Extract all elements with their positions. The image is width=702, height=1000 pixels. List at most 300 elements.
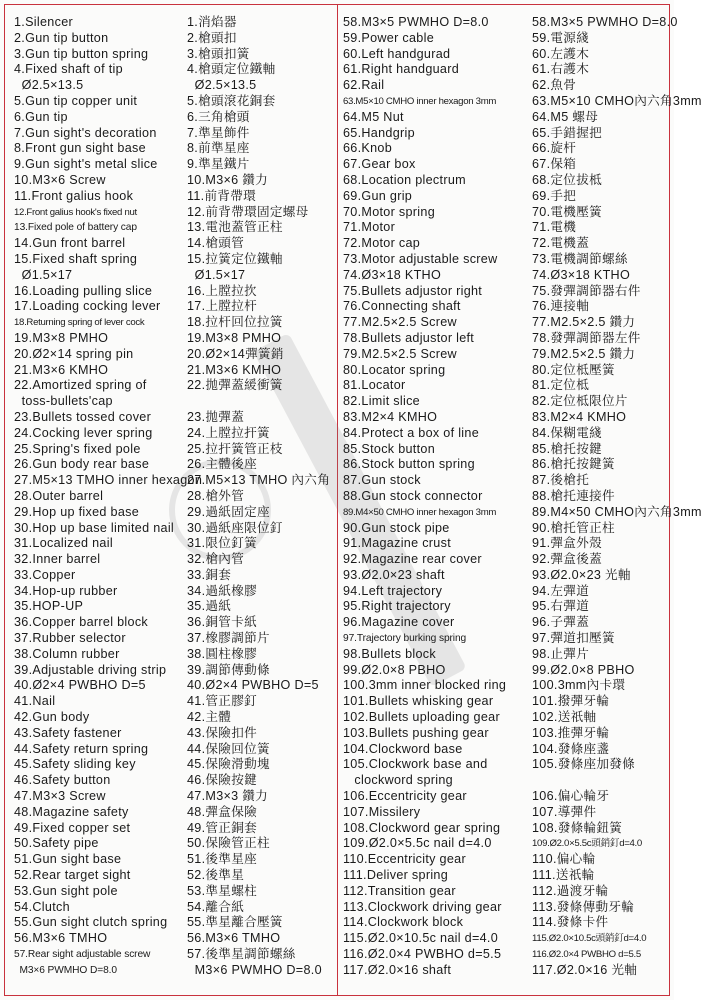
part-row [343, 631, 667, 647]
part-name-en: 101.Bullets whisking gear [343, 694, 494, 709]
part-name-zh: 88.槍托連接件 [532, 488, 615, 503]
part-name-en: 111.Deliver spring [343, 868, 449, 883]
part-row [14, 852, 334, 868]
part-row [14, 647, 334, 663]
part-name-zh: 79.M2.5×2.5 鑽力 [532, 346, 636, 361]
part-name-zh: 82.定位柢限位片 [532, 394, 628, 409]
part-name-zh: 44.保險回位簧 [187, 741, 270, 756]
part-name-en: 109.Ø2.0×5.5c nail d=4.0 [343, 836, 492, 851]
part-name-en: 77.M2.5×2.5 Screw [343, 315, 457, 330]
part-row [14, 489, 334, 505]
part-name-en: 74.Ø3×18 KTHO [343, 267, 442, 282]
part-name-zh: 13.電池蓋管正柱 [187, 220, 283, 235]
part-row [14, 900, 334, 916]
part-name-zh: 48.彈盒保險 [187, 804, 257, 819]
part-row [14, 299, 334, 315]
part-name-en: 68.Location plectrum [343, 172, 466, 187]
part-name-en: 43.Safety fastener [14, 725, 122, 740]
part-name-zh: 11.前背帶環 [187, 188, 257, 203]
part-name-en: 72.Motor cap [343, 236, 421, 251]
part-name-zh: 97.彈道扣壓簧 [532, 631, 615, 646]
part-row [343, 584, 667, 600]
part-name-en: 45.Safety sliding key [14, 757, 136, 772]
part-row [343, 931, 667, 947]
part-name-en: 19.M3×8 PMHO [14, 330, 109, 345]
part-name-en: 26.Gun body rear base [14, 457, 150, 472]
part-name-en: 33.Copper [14, 567, 76, 582]
part-name-zh: 19.M3×8 PMHO [187, 330, 282, 345]
part-name-en: 64.M5 Nut [343, 109, 404, 124]
part-name-en: 13.Fixed pole of battery cap [14, 222, 137, 234]
part-name-zh: 23.拋彈蓋 [187, 409, 245, 424]
part-row [343, 726, 667, 742]
part-row [343, 205, 667, 221]
part-name-zh: 114.發條卡件 [532, 915, 609, 930]
part-name-en: 23.Bullets tossed cover [14, 409, 152, 424]
part-row [14, 363, 334, 379]
part-row [343, 189, 667, 205]
part-name-zh: 65.手錯握把 [532, 125, 602, 140]
part-row [343, 47, 667, 63]
part-name-zh: 28.槍外管 [187, 488, 245, 503]
part-name-en: 44.Safety return spring [14, 741, 149, 756]
part-name-en: 112.Transition gear [343, 883, 456, 898]
part-row [14, 552, 334, 568]
part-name-zh: 61.右護木 [532, 62, 590, 77]
part-name-zh: 91.彈盒外殼 [532, 536, 602, 551]
part-name-en: 11.Front galius hook [14, 188, 134, 203]
part-name-en: 99.Ø2.0×8 PBHO [343, 662, 446, 677]
part-name-zh: 58.M3×5 PWMHO D=8.0 [532, 15, 678, 29]
part-name-zh: 29.過紙固定座 [187, 504, 270, 519]
part-name-en: 2.Gun tip button [14, 30, 109, 45]
part-row [14, 442, 334, 458]
part-name-zh: 9.準星鐵片 [187, 157, 250, 172]
part-name-en: 93.Ø2.0×23 shaft [343, 567, 445, 582]
part-name-en: 76.Connecting shaft [343, 299, 461, 314]
part-name-en: 17.Loading cocking lever [14, 299, 161, 314]
part-name-en: 16.Loading pulling slice [14, 283, 153, 298]
part-name-zh: 110.偏心輪 [532, 852, 596, 867]
part-row [343, 157, 667, 173]
part-name-en: 7.Gun sight's decoration [14, 125, 157, 140]
part-name-en: 87.Gun stock [343, 473, 421, 488]
part-name-en: 100.3mm inner blocked ring [343, 678, 507, 693]
part-name-en: 107.Missilery [343, 804, 421, 819]
part-name-zh: 112.過渡牙輪 [532, 883, 609, 898]
part-name-en: 28.Outer barrel [14, 488, 104, 503]
part-name-zh: 8.前準星座 [187, 141, 250, 156]
part-row [14, 94, 334, 110]
part-row [14, 710, 334, 726]
part-name-zh: 103.推彈牙輪 [532, 725, 610, 740]
part-name-en: 1.Silencer [14, 15, 74, 29]
part-name-en: 29.Hop up fixed base [14, 504, 140, 519]
part-name-zh: 18.拉杆回位拉簧 [187, 315, 283, 330]
part-name-en: 4.Fixed shaft of tip Ø2.5×13.5 [14, 62, 123, 93]
part-name-en: 47.M3×3 Screw [14, 789, 106, 804]
part-name-zh: 86.槍托按鍵簧 [532, 457, 615, 472]
part-name-en: 30.Hop up base limited nail [14, 520, 175, 535]
part-name-en: 79.M2.5×2.5 Screw [343, 346, 457, 361]
part-name-zh: 14.槍頭管 [187, 236, 245, 251]
part-name-zh: 89.M4×50 CMHO內六角3mm [532, 504, 702, 519]
part-name-zh: 41.管正膠釘 [187, 694, 257, 709]
part-name-zh: 45.保險滑動塊 [187, 757, 270, 772]
part-name-en: 57.Rear sight adjustable screw M3×6 PWMHO D=8.0 [14, 949, 151, 976]
part-name-zh: 56.M3×6 TMHO [187, 931, 281, 946]
part-row [14, 157, 334, 173]
part-name-en: 86.Stock button spring [343, 457, 475, 472]
part-name-zh: 43.保險扣件 [187, 725, 257, 740]
part-name-zh: 22.拋彈蓋緩衝簧 [187, 378, 283, 393]
part-name-en: 83.M2×4 KMHO [343, 409, 438, 424]
part-name-en: 35.HOP-UP [14, 599, 84, 614]
part-row [14, 805, 334, 821]
part-name-en: 102.Bullets uploading gear [343, 710, 500, 725]
part-name-en: 65.Handgrip [343, 125, 415, 140]
part-name-en: 75.Bullets adjustor right [343, 283, 483, 298]
part-row [14, 473, 334, 489]
part-row [14, 236, 334, 252]
part-name-en: 27.M5×13 TMHO inner hexagon [14, 473, 203, 488]
part-row [343, 836, 667, 852]
part-row [343, 568, 667, 584]
part-row [14, 694, 334, 710]
part-name-en: 82.Limit slice [343, 394, 420, 409]
part-row [14, 457, 334, 473]
part-row [14, 505, 334, 521]
part-name-zh: 52.後準星 [187, 868, 245, 883]
part-row [14, 789, 334, 805]
part-name-zh: 74.Ø3×18 KTHO [532, 267, 631, 282]
part-row [343, 15, 678, 31]
part-name-en: 42.Gun body [14, 710, 90, 725]
part-row [343, 473, 667, 489]
part-name-zh: 31.限位釘簧 [187, 536, 257, 551]
part-row [14, 631, 334, 647]
part-row [343, 947, 667, 963]
part-row [14, 110, 334, 126]
part-name-zh: 108.發條輪鈕簧 [532, 820, 623, 835]
parts-list-left [14, 15, 334, 979]
part-name-zh: 49.管正銅套 [187, 820, 257, 835]
part-name-zh: 63.M5×10 CMHO內六角3mm [532, 93, 702, 108]
part-row [343, 331, 667, 347]
part-row [14, 426, 334, 442]
part-row [343, 852, 667, 868]
part-name-zh: 16.上膛拉扻 [187, 283, 257, 298]
part-name-zh: 21.M3×6 KMHO [187, 362, 282, 377]
part-name-zh: 98.止彈片 [532, 646, 590, 661]
part-name-zh: 20.Ø2×14彈簧銷 [187, 346, 284, 361]
part-name-zh: 62.魚骨 [532, 78, 577, 93]
part-name-zh: 27.M5×13 TMHO 內六角 [187, 473, 331, 488]
part-name-zh: 15.拉簧定位鐵軸 Ø1.5×17 [187, 251, 283, 282]
part-row [343, 173, 667, 189]
part-name-zh: 96.子彈蓋 [532, 615, 590, 630]
part-name-zh: 64.M5 螺母 [532, 109, 599, 124]
part-row [14, 773, 334, 789]
part-name-zh: 60.左護木 [532, 46, 590, 61]
part-name-zh: 57.後準星調節螺絲 M3×6 PWMHO D=8.0 [187, 947, 322, 977]
part-name-zh: 81.定位柢 [532, 378, 590, 393]
part-row [14, 205, 334, 221]
part-row [14, 220, 334, 236]
part-name-zh: 94.左彈道 [532, 583, 590, 598]
part-name-en: 78.Bullets adjustor left [343, 330, 475, 345]
part-name-zh: 85.槍托按鍵 [532, 441, 602, 456]
part-name-en: 110.Eccentricity gear [343, 852, 466, 867]
part-name-en: 89.M4×50 CMHO inner hexagon 3mm [343, 506, 497, 518]
part-row [14, 584, 334, 600]
part-name-en: 73.Motor adjustable screw [343, 251, 498, 266]
part-row [343, 410, 667, 426]
part-name-en: 98.Bullets block [343, 646, 437, 661]
part-row [343, 599, 667, 615]
part-name-zh: 24.上膛拉扞簧 [187, 425, 270, 440]
part-row [343, 110, 667, 126]
part-name-en: 95.Right trajectory [343, 599, 451, 614]
part-name-en: 5.Gun tip copper unit [14, 93, 138, 108]
part-name-zh: 51.後準星座 [187, 852, 257, 867]
part-name-zh: 83.M2×4 KMHO [532, 409, 627, 424]
part-name-en: 39.Adjustable driving strip [14, 662, 167, 677]
part-name-en: 31.Localized nail [14, 536, 113, 551]
part-row [343, 552, 667, 568]
part-name-zh: 32.槍內管 [187, 552, 245, 567]
part-name-zh: 40.Ø2×4 PWBHO D=5 [187, 678, 319, 693]
part-name-en: 14.Gun front barrel [14, 236, 126, 251]
part-row [343, 915, 667, 931]
part-row [343, 62, 667, 78]
part-row [343, 315, 667, 331]
part-name-en: 105.Clockwork base and clockword spring [343, 757, 488, 788]
part-row [14, 947, 334, 979]
part-row [343, 694, 667, 710]
part-name-en: 84.Protect a box of line [343, 425, 480, 440]
part-row [14, 126, 334, 142]
part-name-en: 91.Magazine crust [343, 536, 452, 551]
part-name-en: 53.Gun sight pole [14, 883, 118, 898]
part-row [343, 678, 667, 694]
part-row [343, 141, 667, 157]
part-name-zh: 116.Ø2.0×4 PWBHO d=5.5 [532, 949, 641, 961]
parts-list-right [343, 15, 702, 979]
part-name-zh: 46.保險按鍵 [187, 773, 257, 788]
part-row [343, 821, 667, 837]
part-name-en: 6.Gun tip [14, 109, 68, 124]
part-name-zh: 69.手把 [532, 188, 577, 203]
part-row [14, 836, 334, 852]
part-name-en: 92.Magazine rear cover [343, 552, 482, 567]
part-name-zh: 71.電機 [532, 220, 577, 235]
part-name-zh: 55.準星離合壓簧 [187, 915, 283, 930]
part-row [343, 963, 667, 979]
part-name-en: 12.Front galius hook's fixed nut [14, 206, 137, 218]
part-name-zh: 87.後槍托 [532, 473, 590, 488]
part-row [343, 457, 667, 473]
part-name-zh: 25.拉扞簧管正枝 [187, 441, 283, 456]
part-name-en: 22.Amortized spring of toss-bullets'cap [14, 378, 147, 409]
part-row [14, 757, 334, 773]
part-name-zh: 36.銅管卡紙 [187, 615, 257, 630]
part-row [343, 426, 667, 442]
part-name-zh: 2.槍頭扣 [187, 30, 237, 45]
part-name-en: 67.Gear box [343, 157, 416, 172]
part-row [343, 252, 667, 268]
part-row [343, 126, 667, 142]
part-name-en: 69.Gun grip [343, 188, 413, 203]
part-name-zh: 3.槍頭扣簧 [187, 46, 250, 61]
part-row [14, 615, 334, 631]
part-row [14, 315, 334, 331]
part-name-en: 108.Clockword gear spring [343, 820, 501, 835]
part-name-zh: 90.槍托管正柱 [532, 520, 615, 535]
part-row [14, 47, 334, 63]
part-row [343, 504, 702, 521]
part-name-en: 116.Ø2.0×4 PWBHO d=5.5 [343, 947, 502, 962]
part-name-zh: 4.槍頭定位鐵軸 Ø2.5×13.5 [187, 62, 276, 93]
part-name-en: 52.Rear target sight [14, 868, 131, 883]
part-name-en: 3.Gun tip button spring [14, 46, 149, 61]
part-name-en: 56.M3×6 TMHO [14, 931, 108, 946]
part-row [14, 31, 334, 47]
part-name-en: 32.Inner barrel [14, 552, 101, 567]
part-name-en: 50.Safety pipe [14, 836, 99, 851]
part-row [14, 378, 334, 410]
part-name-en: 18.Returning spring of lever cock [14, 317, 145, 329]
part-name-en: 90.Gun stock pipe [343, 520, 450, 535]
part-name-zh: 7.準星飾件 [187, 125, 250, 140]
part-row [343, 615, 667, 631]
part-name-en: 20.Ø2×14 spring pin [14, 346, 134, 361]
part-name-zh: 70.電機壓簧 [532, 204, 602, 219]
part-name-zh: 106.偏心輪牙 [532, 789, 610, 804]
part-name-en: 117.Ø2.0×16 shaft [343, 962, 452, 977]
part-name-en: 96.Magazine cover [343, 615, 455, 630]
part-name-zh: 99.Ø2.0×8 PBHO [532, 662, 635, 677]
part-name-en: 51.Gun sight base [14, 852, 122, 867]
part-row [14, 410, 334, 426]
part-name-zh: 72.電機蓋 [532, 236, 590, 251]
part-name-en: 58.M3×5 PWMHO D=8.0 [343, 15, 489, 29]
part-row [14, 536, 334, 552]
part-row [343, 31, 667, 47]
part-name-zh: 101.撥彈牙輪 [532, 694, 610, 709]
part-name-en: 62.Rail [343, 78, 385, 93]
part-name-en: 36.Copper barrel block [14, 615, 149, 630]
part-name-en: 8.Front gun sight base [14, 141, 146, 156]
part-row [14, 62, 334, 94]
part-name-en: 37.Rubber selector [14, 631, 126, 646]
part-name-zh: 33.銅套 [187, 567, 232, 582]
part-name-zh: 100.3mm內卡環 [532, 678, 626, 693]
part-name-zh: 107.導彈件 [532, 804, 597, 819]
part-name-zh: 34.過紙橡膠 [187, 583, 257, 598]
part-name-zh: 75.發彈調節器右件 [532, 283, 641, 298]
part-row [343, 742, 667, 758]
part-row [14, 821, 334, 837]
part-row [14, 599, 334, 615]
part-row [14, 15, 334, 31]
part-row [14, 742, 334, 758]
part-name-en: 55.Gun sight clutch spring [14, 915, 168, 930]
part-name-zh: 1.消焰器 [187, 15, 237, 29]
part-row [343, 378, 667, 394]
part-name-en: 40.Ø2×4 PWBHO D=5 [14, 678, 146, 693]
part-row [14, 678, 334, 694]
part-name-en: 38.Column rubber [14, 646, 120, 661]
part-row [14, 568, 334, 584]
part-name-zh: 68.定位拔柢 [532, 172, 602, 187]
part-name-en: 66.Knob [343, 141, 393, 156]
part-row [343, 521, 667, 537]
part-row [14, 173, 334, 189]
part-name-zh: 76.連接軸 [532, 299, 590, 314]
part-name-zh: 111.送祇輪 [532, 868, 595, 883]
part-name-en: 63.M5×10 CMHO inner hexagon 3mm [343, 95, 497, 107]
part-name-zh: 66.旋杆 [532, 141, 577, 156]
part-name-zh: 102.送祇軸 [532, 710, 597, 725]
part-row [343, 789, 667, 805]
part-name-zh: 73.電機調節螺絲 [532, 251, 628, 266]
part-name-en: 115.Ø2.0×10.5c nail d=4.0 [343, 931, 499, 946]
part-name-en: 71.Motor [343, 220, 396, 235]
part-name-en: 46.Safety button [14, 773, 111, 788]
part-name-zh: 113.發條傳動牙輪 [532, 899, 635, 914]
part-row [343, 236, 667, 252]
part-name-zh: 5.槍頭滾花銅套 [187, 93, 276, 108]
part-name-zh: 104.發條座盞 [532, 741, 610, 756]
part-row [14, 252, 334, 284]
part-name-en: 60.Left handgurad [343, 46, 451, 61]
part-name-zh: 95.右彈道 [532, 599, 590, 614]
part-row [343, 299, 667, 315]
part-name-zh: 77.M2.5×2.5 鑽力 [532, 315, 636, 330]
part-row [14, 521, 334, 537]
part-name-en: 61.Right handguard [343, 62, 460, 77]
part-name-zh: 50.保險管正柱 [187, 836, 270, 851]
part-name-en: 85.Stock button [343, 441, 436, 456]
part-name-zh: 109.Ø2.0×5.5c頭銷釘d=4.0 [532, 838, 642, 850]
part-row [343, 663, 667, 679]
part-name-zh: 12.前背帶環固定螺母 [187, 204, 309, 219]
part-name-zh: 17.上膛拉杆 [187, 299, 257, 314]
part-row [343, 220, 667, 236]
part-name-zh: 80.定位柢壓簧 [532, 362, 615, 377]
part-name-zh: 93.Ø2.0×23 光軸 [532, 567, 631, 582]
part-row [343, 93, 702, 110]
part-name-zh: 47.M3×3 鑽力 [187, 789, 269, 804]
part-name-en: 88.Gun stock connector [343, 488, 483, 503]
part-name-zh: 26.主體後座 [187, 457, 257, 472]
part-row [343, 347, 667, 363]
part-name-en: 114.Clockwork block [343, 915, 464, 930]
part-name-en: 34.Hop-up rubber [14, 583, 118, 598]
part-row [343, 363, 667, 379]
part-name-en: 49.Fixed copper set [14, 820, 131, 835]
part-name-en: 15.Fixed shaft spring Ø1.5×17 [14, 251, 138, 282]
part-row [343, 647, 667, 663]
part-row [14, 663, 334, 679]
part-name-en: 10.M3×6 Screw [14, 172, 106, 187]
part-row [343, 394, 667, 410]
part-row [343, 536, 667, 552]
part-name-en: 106.Eccentricity gear [343, 789, 467, 804]
part-name-en: 24.Cocking lever spring [14, 425, 153, 440]
part-name-zh: 84.保糊電綫 [532, 425, 602, 440]
